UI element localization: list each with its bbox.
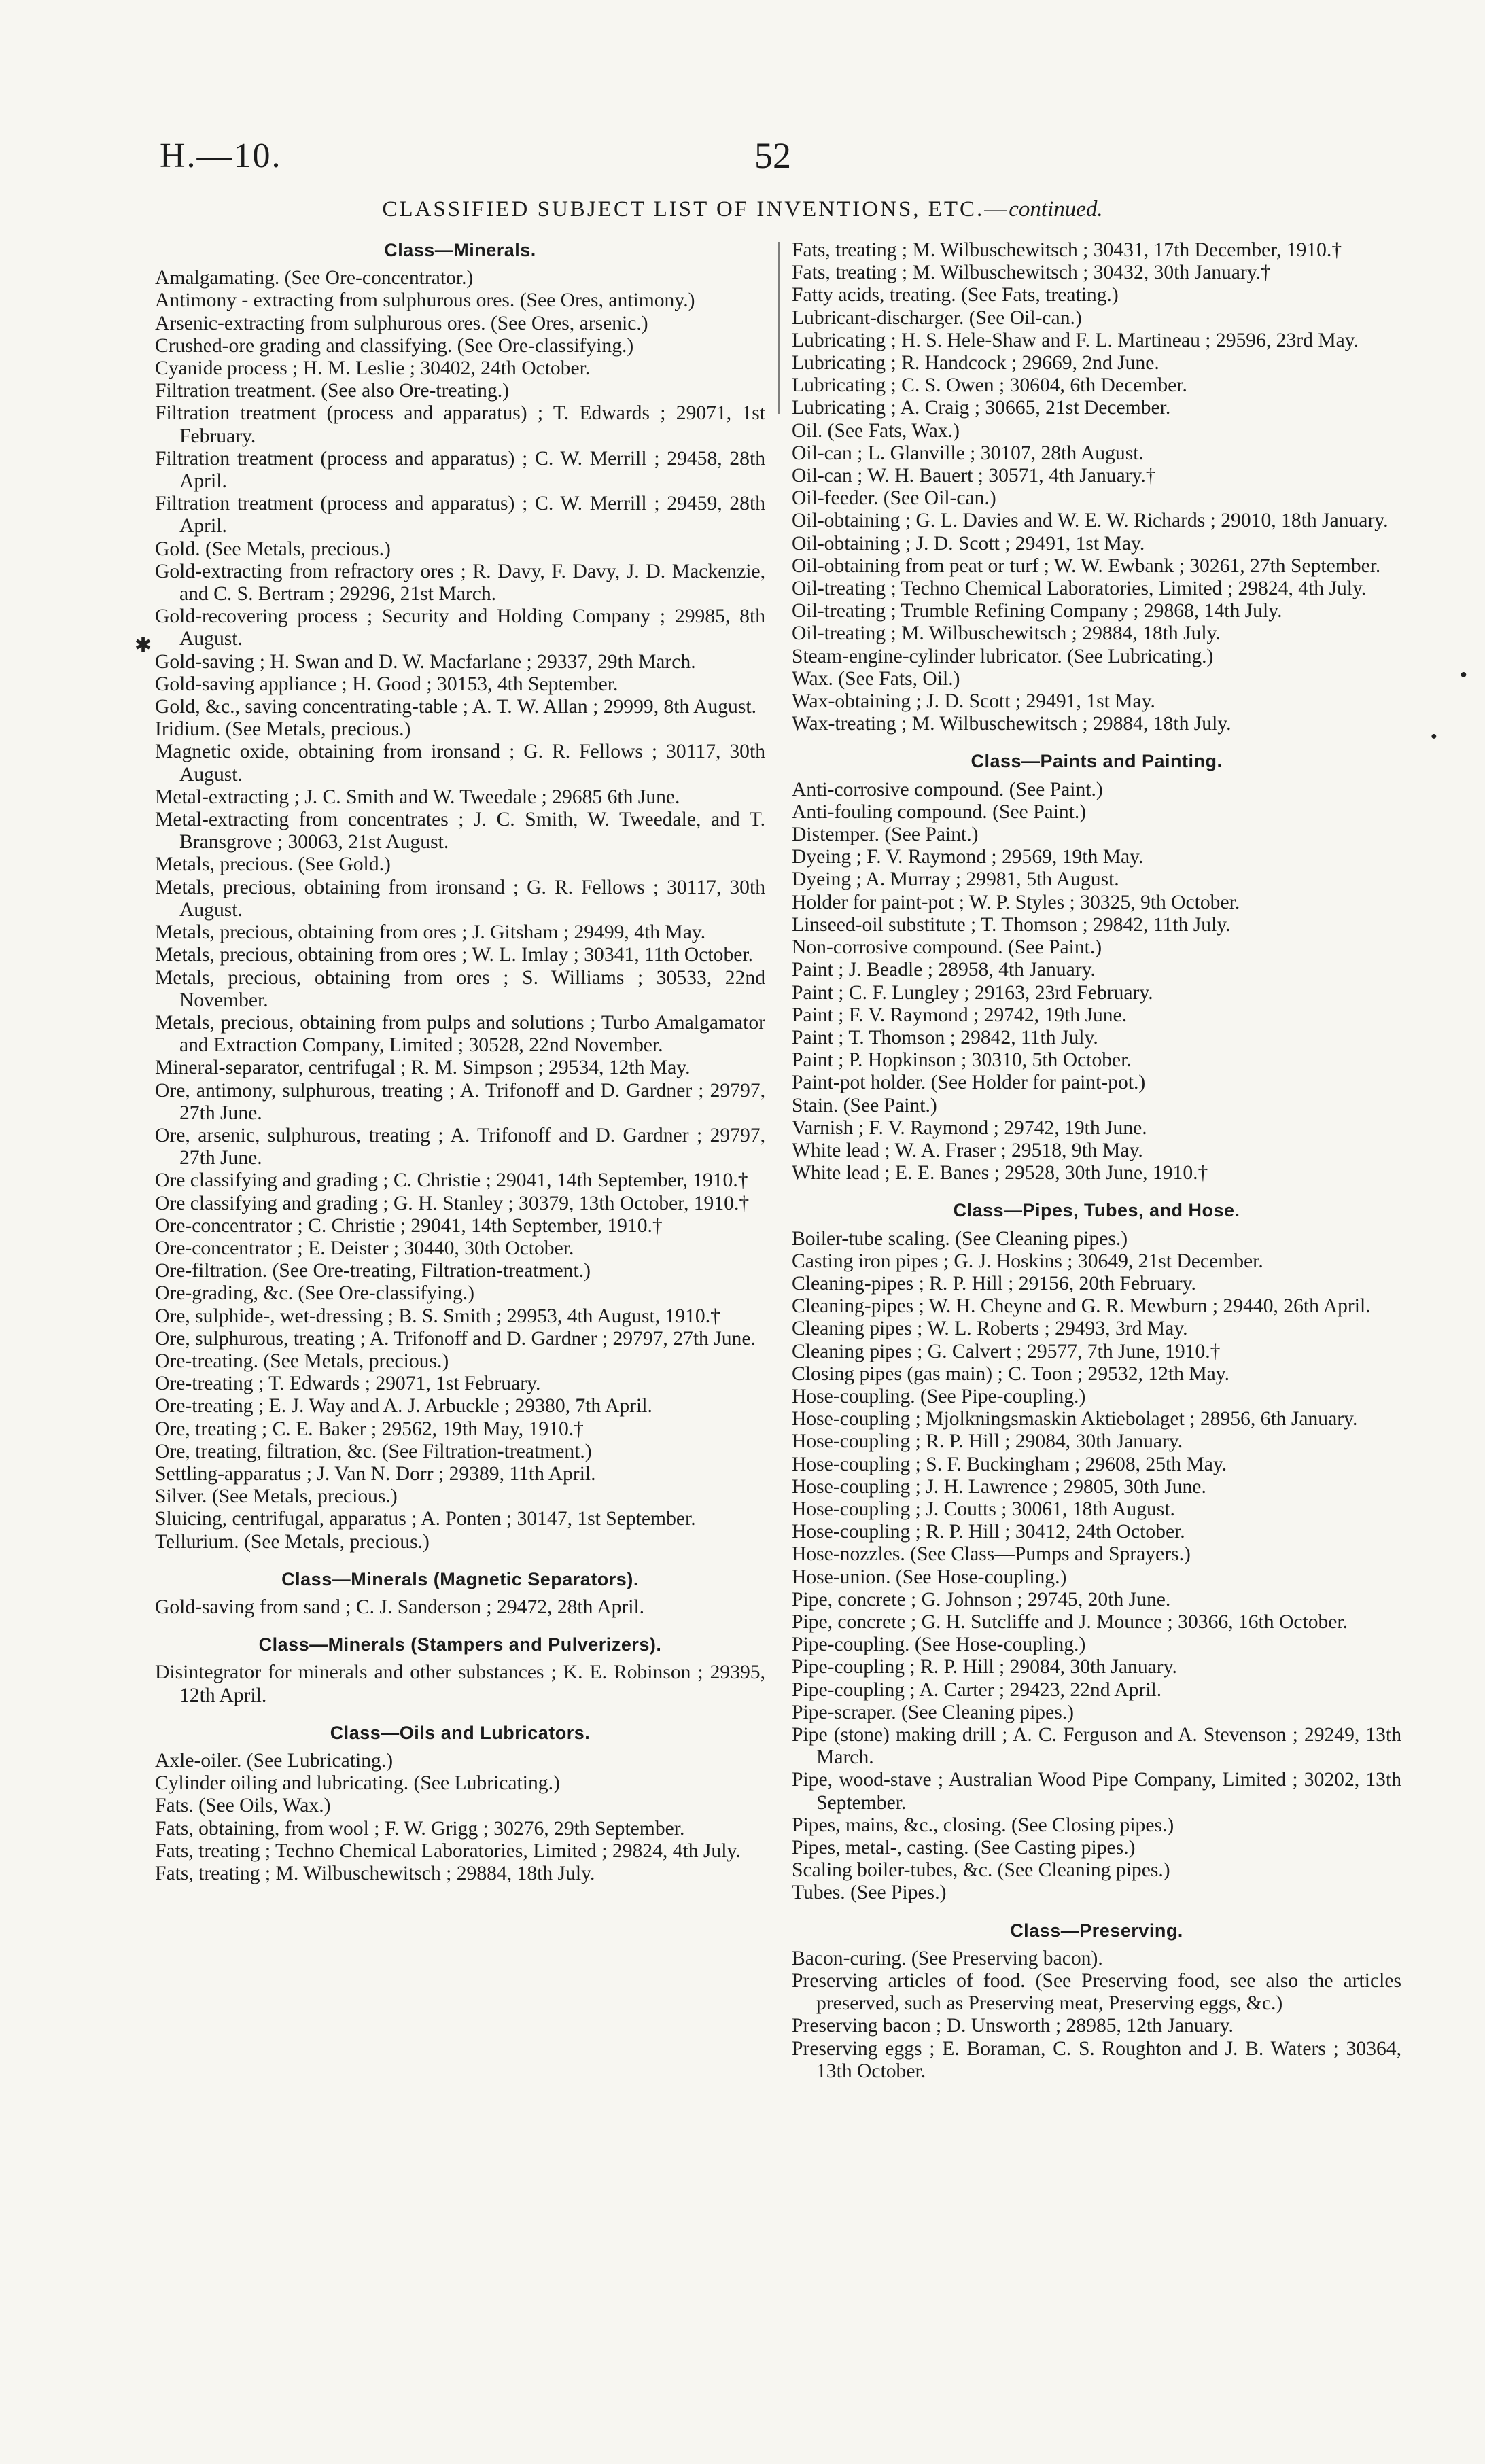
index-entry: Varnish ; F. V. Raymond ; 29742, 19th June.: [792, 1116, 1147, 1139]
index-entry: Distemper. (See Paint.): [792, 824, 979, 846]
index-entry: Fats. (See Oils, Wax.): [155, 1795, 331, 1817]
index-entry: Filtration treatment (process and apparatus) ; C. W. Merrill ; 29459, 28th April.: [155, 493, 765, 538]
class-heading: Class—Oils and Lubricators.: [330, 1722, 591, 1743]
index-entry: Gold. (See Metals, precious.): [155, 538, 391, 560]
index-entry: Gold, &c., saving concentrating-table ; A. T. W. Allan ; 29999, 8th August.: [155, 696, 756, 718]
index-entry: Magnetic oxide, obtaining from ironsand ; G. R. Fellows ; 30117, 30th August.: [155, 741, 765, 786]
margin-dot-mark-2: ●: [1431, 731, 1437, 742]
index-entry: Bacon-curing. (See Preserving bacon).: [792, 1947, 1103, 1969]
index-entry: Pipe-coupling. (See Hose-coupling.): [792, 1634, 1086, 1656]
index-entry: Oil-obtaining ; G. L. Davies and W. E. W. Richards ; 29010, 18th January.: [792, 510, 1388, 532]
index-entry: White lead ; W. A. Fraser ; 29518, 9th May.: [792, 1139, 1143, 1161]
index-entry: Silver. (See Metals, precious.): [155, 1485, 398, 1508]
index-entry: Scaling boiler-tubes, &c. (See Cleaning pipes.): [792, 1859, 1170, 1882]
index-entry: Arsenic-extracting from sulphurous ores. (See Ores, arsenic.): [155, 312, 648, 334]
index-entry: Gold-saving from sand ; C. J. Sanderson ; 29472, 28th April.: [155, 1596, 645, 1618]
class-heading: Class—Minerals (Magnetic Separators).: [281, 1568, 639, 1589]
index-entry: Hose-coupling ; Mjolkningsmaskin Aktiebolaget ; 28956, 6th January.: [792, 1408, 1358, 1430]
index-entry: Ore, sulphide-, wet-dressing ; B. S. Smith ; 29953, 4th August, 1910.†: [155, 1305, 720, 1327]
class-section: [792, 750, 1401, 1184]
index-entry: Oil. (See Fats, Wax.): [792, 419, 960, 442]
class-heading: Class—Minerals (Stampers and Pulverizers).: [258, 1634, 662, 1655]
index-entry: Oil-obtaining ; J. D. Scott ; 29491, 1st May.: [792, 532, 1145, 555]
index-entry: Ore, treating ; C. E. Baker ; 29562, 19th May, 1910.†: [155, 1418, 584, 1440]
index-entry: Oil-obtaining from peat or turf ; W. W. Ewbank ; 30261, 27th September.: [792, 555, 1381, 577]
index-entry: Lubricating ; H. S. Hele-Shaw and F. L. Martineau ; 29596, 23rd May.: [792, 329, 1359, 351]
index-entry: Hose-nozzles. (See Class—Pumps and Sprayers.): [792, 1543, 1191, 1566]
index-entry: Pipe-coupling ; R. P. Hill ; 29084, 30th January.: [792, 1656, 1177, 1678]
index-entry: Ore, sulphurous, treating ; A. Trifonoff and D. Gardner ; 29797, 27th June.: [155, 1327, 756, 1350]
index-entry: Pipe (stone) making drill ; A. C. Ferguson and A. Stevenson ; 29249, 13th March.: [792, 1724, 1401, 1769]
index-entry: Oil-treating ; M. Wilbuschewitsch ; 29884, 18th July.: [792, 622, 1221, 645]
index-entry: Ore-concentrator ; E. Deister ; 30440, 30th October.: [155, 1237, 574, 1259]
index-entry: Hose-coupling. (See Pipe-coupling.): [792, 1385, 1086, 1407]
index-entry: Crushed-ore grading and classifying. (See Ore-classifying.): [155, 334, 634, 357]
index-entry: Linseed-oil substitute ; T. Thomson ; 29842, 11th July.: [792, 913, 1231, 936]
index-entry: Pipe-scraper. (See Cleaning pipes.): [792, 1701, 1075, 1723]
index-entry: Metals, precious. (See Gold.): [155, 853, 391, 876]
index-entry: Iridium. (See Metals, precious.): [155, 718, 411, 741]
index-entry: Oil-can ; L. Glanville ; 30107, 28th August.: [792, 442, 1144, 464]
index-entry: Preserving articles of food. (See Preserving food, see also the articles preserved, such as Preserving meat, Preserving eggs, &c.): [792, 1970, 1401, 2015]
page-title-text: CLASSIFIED SUBJECT LIST OF INVENTIONS, ETC.—: [382, 197, 1009, 222]
index-entry: Steam-engine-cylinder lubricator. (See Lubricating.): [792, 645, 1214, 667]
index-entry: Non-corrosive compound. (See Paint.): [792, 936, 1102, 959]
index-entry: Wax-treating ; M. Wilbuschewitsch ; 29884, 18th July.: [792, 713, 1231, 735]
index-entry: Filtration treatment. (See also Ore-treating.): [155, 380, 509, 402]
index-entry: Fats, treating ; M. Wilbuschewitsch ; 30432, 30th January.†: [792, 262, 1271, 284]
index-entry: Ore, arsenic, sulphurous, treating ; A. Trifonoff and D. Gardner ; 29797, 27th June.: [155, 1124, 765, 1169]
page-title-continued: continued.: [1009, 197, 1103, 222]
margin-asterisk-mark: ✱: [135, 634, 152, 656]
index-entry: Metals, precious, obtaining from ores ; W. L. Imlay ; 30341, 11th October.: [155, 944, 753, 966]
index-entry: Wax. (See Fats, Oil.): [792, 667, 960, 690]
index-entry: Dyeing ; A. Murray ; 29981, 5th August.: [792, 868, 1119, 891]
index-entry: Ore, treating, filtration, &c. (See Filtration-treatment.): [155, 1440, 592, 1462]
index-entry: Settling-apparatus ; J. Van N. Dorr ; 29389, 11th April.: [155, 1462, 596, 1485]
page-header: [0, 0, 1485, 224]
index-entry: Anti-fouling compound. (See Paint.): [792, 800, 1087, 823]
index-entry: Filtration treatment (process and apparatus) ; T. Edwards ; 29071, 1st February.: [155, 402, 765, 447]
index-entry: Paint ; C. F. Lungley ; 29163, 23rd February.: [792, 981, 1153, 1004]
class-section: [155, 1568, 765, 1619]
index-entry: Pipe-coupling ; A. Carter ; 29423, 22nd April.: [792, 1678, 1162, 1701]
class-section: [792, 1199, 1401, 1904]
index-entry: Ore classifying and grading ; G. H. Stanley ; 30379, 13th October, 1910.†: [155, 1192, 750, 1214]
right-column: [792, 239, 1401, 2083]
index-entry: Lubricating ; R. Handcock ; 29669, 2nd June.: [792, 352, 1159, 374]
index-entry: Stain. (See Paint.): [792, 1094, 937, 1116]
page-title: [0, 197, 1485, 222]
index-entry: Anti-corrosive compound. (See Paint.): [792, 778, 1103, 800]
index-entry: Antimony - extracting from sulphurous ores. (See Ores, antimony.): [155, 289, 695, 312]
index-entry: Preserving eggs ; E. Boraman, C. S. Roughton and J. B. Waters ; 30364, 13th October.: [792, 2037, 1401, 2082]
index-entry: Oil-can ; W. H. Bauert ; 30571, 4th January.†: [792, 465, 1156, 487]
index-entry: Fatty acids, treating. (See Fats, treating.): [792, 284, 1119, 306]
index-entry: Sluicing, centrifugal, apparatus ; A. Ponten ; 30147, 1st September.: [155, 1508, 696, 1530]
index-entry: Amalgamating. (See Ore-concentrator.): [155, 267, 474, 289]
index-entry: Gold-saving appliance ; H. Good ; 30153, 4th September.: [155, 673, 618, 695]
class-section: [155, 239, 765, 1553]
index-entry: Tellurium. (See Metals, precious.): [155, 1530, 430, 1553]
index-entry: Paint ; T. Thomson ; 29842, 11th July.: [792, 1026, 1098, 1049]
index-entry: Dyeing ; F. V. Raymond ; 29569, 19th May.: [792, 846, 1144, 868]
index-entry: Hose-coupling ; J. Coutts ; 30061, 18th August.: [792, 1498, 1175, 1520]
index-entry: Hose-coupling ; S. F. Buckingham ; 29608, 25th May.: [792, 1453, 1227, 1475]
index-entry: Cleaning-pipes ; W. H. Cheyne and G. R. Mewburn ; 29440, 26th April.: [792, 1295, 1371, 1318]
index-entry: Disintegrator for minerals and other substances ; K. E. Robinson ; 29395, 12th April.: [155, 1661, 765, 1706]
index-entry: Metals, precious, obtaining from ores ; S. Williams ; 30533, 22nd November.: [155, 966, 765, 1011]
index-entry: Paint ; J. Beadle ; 28958, 4th January.: [792, 959, 1096, 981]
index-entry: Cleaning-pipes ; R. P. Hill ; 29156, 20th February.: [792, 1272, 1196, 1295]
index-entry: Oil-treating ; Techno Chemical Laboratories, Limited ; 29824, 4th July.: [792, 578, 1367, 600]
index-entry: Hose-coupling ; R. P. Hill ; 30412, 24th October.: [792, 1521, 1185, 1543]
class-section: [155, 1634, 765, 1707]
index-entry: Pipe, concrete ; G. Johnson ; 29745, 20th June.: [792, 1588, 1171, 1611]
index-entry: Cleaning pipes ; G. Calvert ; 29577, 7th June, 1910.†: [792, 1340, 1221, 1362]
index-entry: Pipes, metal-, casting. (See Casting pipes.): [792, 1837, 1136, 1859]
index-entry: Paint ; F. V. Raymond ; 29742, 19th June.: [792, 1004, 1128, 1026]
margin-dot-mark: ●: [1460, 667, 1467, 681]
index-entry: Fats, treating ; M. Wilbuschewitsch ; 29884, 18th July.: [155, 1863, 595, 1885]
index-entry: Tubes. (See Pipes.): [792, 1882, 947, 1904]
index-entry: Pipe, concrete ; G. H. Sutcliffe and J. Mounce ; 30366, 16th October.: [792, 1611, 1348, 1633]
column-divider: [778, 242, 780, 2389]
index-entry: Pipe, wood-stave ; Australian Wood Pipe Company, Limited ; 30202, 13th September.: [792, 1769, 1401, 1814]
index-entry: Paint-pot holder. (See Holder for paint-pot.): [792, 1072, 1146, 1094]
index-entry: Metal-extracting from concentrates ; J. C. Smith, W. Tweedale, and T. Bransgrove ; 30063, 21st August.: [155, 809, 765, 853]
class-section: [792, 239, 1401, 735]
index-entry: Hose-coupling ; J. H. Lawrence ; 29805, 30th June.: [792, 1475, 1206, 1498]
index-entry: Gold-saving ; H. Swan and D. W. Macfarlane ; 29337, 29th March.: [155, 650, 696, 673]
left-column: [155, 239, 765, 1885]
index-entry: Ore-treating ; T. Edwards ; 29071, 1st February.: [155, 1373, 541, 1395]
index-entry: Casting iron pipes ; G. J. Hoskins ; 30649, 21st December.: [792, 1250, 1263, 1272]
index-entry: Lubricant-discharger. (See Oil-can.): [792, 306, 1082, 329]
index-entry: Ore-grading, &c. (See Ore-classifying.): [155, 1282, 475, 1305]
index-entry: Metal-extracting ; J. C. Smith and W. Tweedale ; 29685 6th June.: [155, 786, 680, 808]
index-entry: Closing pipes (gas main) ; C. Toon ; 29532, 12th May.: [792, 1362, 1230, 1385]
index-entry: White lead ; E. E. Banes ; 29528, 30th June, 1910.†: [792, 1162, 1208, 1184]
document-reference: H.—10.: [160, 137, 282, 175]
index-entry: Fats, obtaining, from wool ; F. W. Grigg ; 30276, 29th September.: [155, 1817, 685, 1840]
index-entry: Oil-treating ; Trumble Refining Company ; 29868, 14th July.: [792, 600, 1282, 622]
index-entry: Mineral-separator, centrifugal ; R. M. Simpson ; 29534, 12th May.: [155, 1057, 691, 1079]
class-section: [155, 1722, 765, 1885]
index-entry: Boiler-tube scaling. (See Cleaning pipes.): [792, 1227, 1128, 1250]
index-entry: Oil-feeder. (See Oil-can.): [792, 487, 996, 510]
index-entry: Ore classifying and grading ; C. Christie ; 29041, 14th September, 1910.†: [155, 1169, 748, 1192]
index-entry: Axle-oiler. (See Lubricating.): [155, 1750, 394, 1772]
index-entry: Cylinder oiling and lubricating. (See Lubricating.): [155, 1772, 560, 1795]
class-heading: Class—Minerals.: [384, 240, 536, 260]
class-heading: Class—Paints and Painting.: [971, 751, 1223, 772]
index-entry: Wax-obtaining ; J. D. Scott ; 29491, 1st May.: [792, 690, 1155, 713]
index-entry: Metals, precious, obtaining from ironsand ; G. R. Fellows ; 30117, 30th August.: [155, 876, 765, 921]
index-entry: Lubricating ; C. S. Owen ; 30604, 6th December.: [792, 374, 1187, 397]
index-entry: Metals, precious, obtaining from pulps and solutions ; Turbo Amalgamator and Extraction Company, Limited ; 30528, 22nd November.: [155, 1011, 765, 1057]
index-entry: Pipes, mains, &c., closing. (See Closing pipes.): [792, 1814, 1174, 1836]
class-heading: Class—Preserving.: [1010, 1920, 1183, 1941]
index-entry: Ore-treating. (See Metals, precious.): [155, 1350, 449, 1372]
index-entry: Filtration treatment (process and apparatus) ; C. W. Merrill ; 29458, 28th April.: [155, 447, 765, 493]
index-entry: Fats, treating ; M. Wilbuschewitsch ; 30431, 17th December, 1910.†: [792, 239, 1342, 261]
index-entry: Gold-recovering process ; Security and Holding Company ; 29985, 8th August.: [155, 605, 765, 650]
index-entry: Metals, precious, obtaining from ores ; J. Gitsham ; 29499, 4th May.: [155, 921, 706, 944]
index-entry: Cyanide process ; H. M. Leslie ; 30402, 24th October.: [155, 357, 591, 380]
index-entry: Hose-union. (See Hose-coupling.): [792, 1566, 1067, 1588]
class-section: [792, 1920, 1401, 2083]
index-entry: Ore-concentrator ; C. Christie ; 29041, 14th September, 1910.†: [155, 1214, 663, 1237]
index-entry: Paint ; P. Hopkinson ; 30310, 5th October.: [792, 1049, 1132, 1072]
index-entry: Holder for paint-pot ; W. P. Styles ; 30325, 9th October.: [792, 891, 1240, 913]
page-number: 52: [754, 135, 791, 176]
index-entry: Ore, antimony, sulphurous, treating ; A. Trifonoff and D. Gardner ; 29797, 27th June.: [155, 1079, 765, 1124]
index-entry: Ore-filtration. (See Ore-treating, Filtration-treatment.): [155, 1260, 591, 1282]
index-entry: Lubricating ; A. Craig ; 30665, 21st December.: [792, 397, 1171, 419]
class-heading: Class—Pipes, Tubes, and Hose.: [953, 1200, 1240, 1221]
index-entry: Cleaning pipes ; W. L. Roberts ; 29493, 3rd May.: [792, 1318, 1188, 1340]
index-entry: Hose-coupling ; R. P. Hill ; 29084, 30th January.: [792, 1430, 1183, 1453]
index-entry: Ore-treating ; E. J. Way and A. J. Arbuckle ; 29380, 7th April.: [155, 1395, 652, 1418]
index-entry: Preserving bacon ; D. Unsworth ; 28985, 12th January.: [792, 2015, 1234, 2037]
index-entry: Fats, treating ; Techno Chemical Laboratories, Limited ; 29824, 4th July.: [155, 1840, 741, 1862]
index-entry: Gold-extracting from refractory ores ; R. Davy, F. Davy, J. D. Mackenzie, and C. S. Bertram ; 29296, 21st March.: [155, 560, 765, 605]
